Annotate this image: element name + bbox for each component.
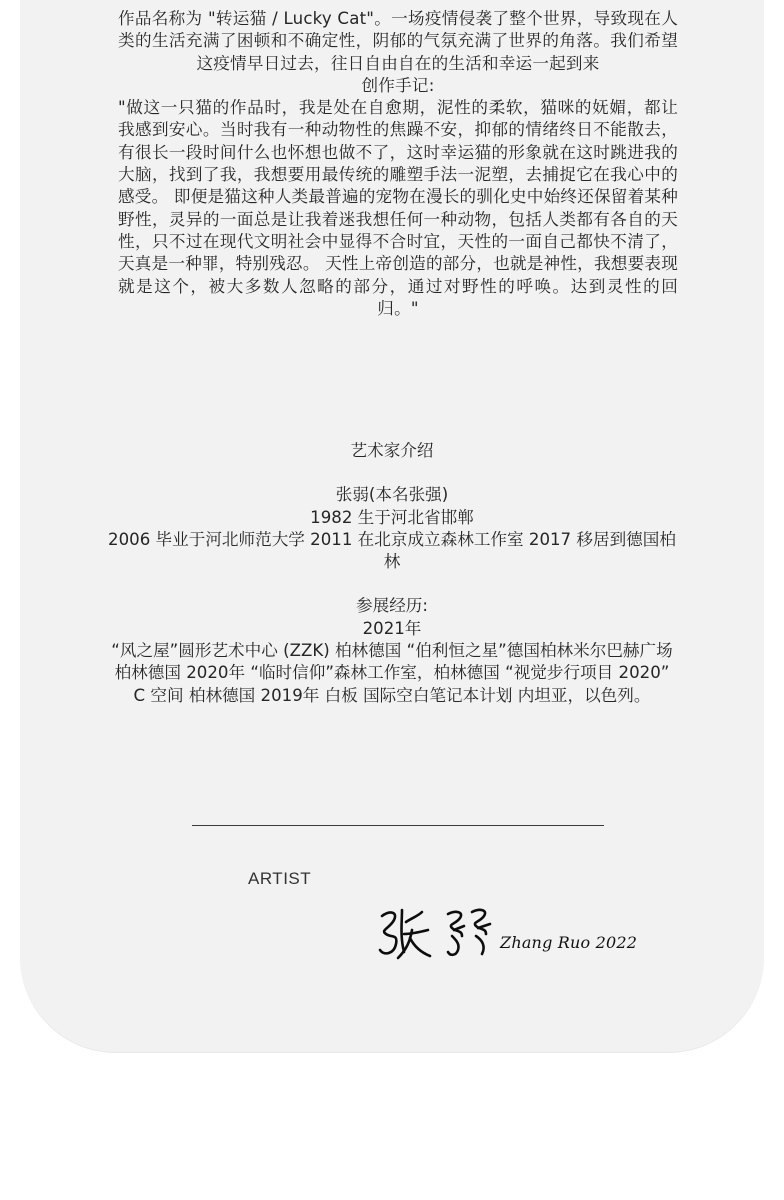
artist-born: 1982 生于河北省邯郸	[310, 507, 474, 527]
exhibitions-list: “风之屋”圆形艺术中心 (ZZK) 柏林德国 “伯利恒之星”德国柏林米尔巴赫广场 柏林德国 2020年 “临时信仰”森林工作室，柏林德国 “视觉步行项目 2020” C 空间 柏林德国 2019年 白板 国际空白笔记本计划 内坦亚，以色列。	[111, 641, 673, 705]
exhibitions-title: 参展经历:	[356, 596, 428, 616]
artist-name: 张弱(本名张强)	[335, 485, 449, 505]
creation-notes-title: 创作手记:	[361, 75, 435, 95]
artwork-description	[118, 8, 678, 320]
artwork-intro-paragraph: 作品名称为 "转运猫 / Lucky Cat"。一场疫情侵袭了整个世界，导致现在人类的生活充满了困顿和不确定性，阴郁的气氛充满了世界的角落。我们希望这疫情早日过去，往日自由自在的生活和幸运一起到来	[118, 9, 678, 73]
artist-bio: 2006 毕业于河北师范大学 2011 在北京成立森林工作室 2017 移居到德国柏林	[108, 529, 676, 572]
exhibition-year-2021: 2021年	[362, 618, 422, 638]
artist-label: ARTIST	[248, 869, 312, 888]
divider	[192, 825, 604, 826]
spacer	[92, 573, 692, 595]
signature-text: Zhang Ruo 2022	[500, 933, 638, 952]
creation-notes-paragraph: "做这一只猫的作品时，我是处在自愈期，泥性的柔软，猫咪的妩媚，都让我感到安心。当时我有一种动物性的焦躁不安，抑郁的情绪终日不能散去，有很长一段时间什么也怀想也做不了，这时幸运猫的形象就在这时跳进我的大脑，找到了我，我想要用最传统的雕塑手法一泥塑，去捕捉它在我心中的感受。 即便是猫这种人类最普遍的宠物在漫长的驯化史中始终还保留着某种野性，灵异的一面总是让我着迷我想任何一种动物，包括人类都有各自的天性，只不过在现代文明社会中显得不合时宜，天性的一面自己都快不清了，天真是一种罪，特别残忍。 天性上帝创造的部分，也就是神性，我想要表现就是这个，被大多数人忽略的部分，通过对野性的呼唤。达到灵性的回归。"	[118, 98, 678, 318]
artist-introduction	[92, 440, 692, 707]
artist-heading: 艺术家介绍	[350, 441, 434, 460]
